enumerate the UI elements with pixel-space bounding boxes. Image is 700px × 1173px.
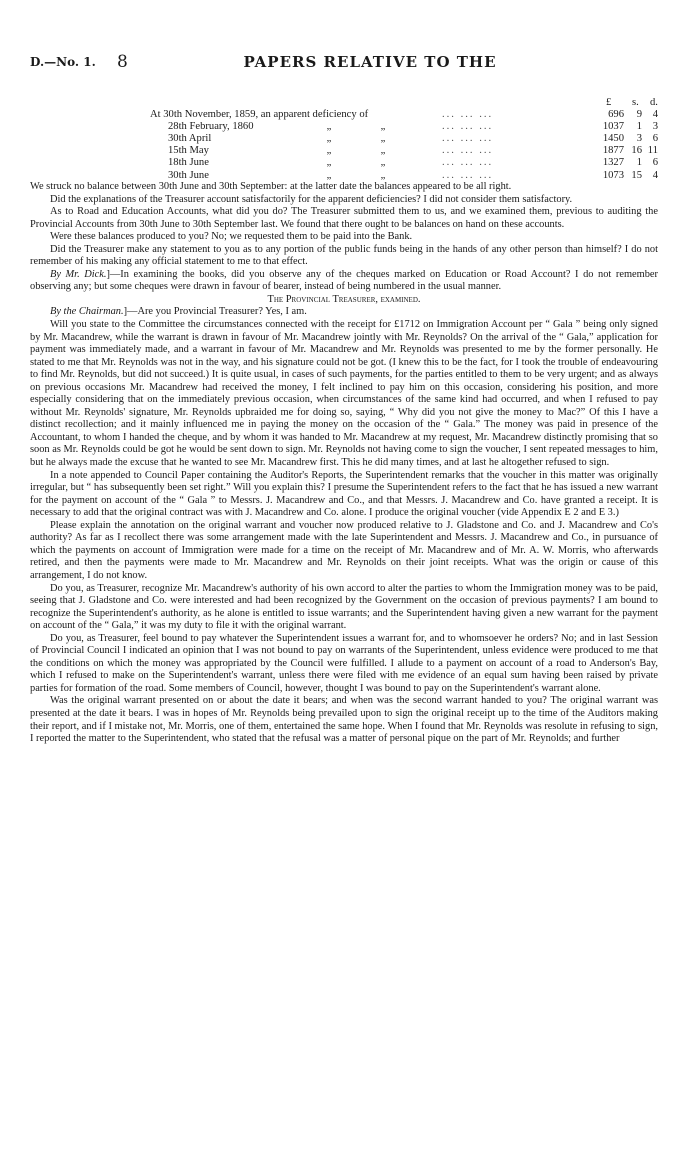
deficiency-row bbox=[150, 145, 660, 157]
paragraph-text: ]—In examining the books, did you observe any of the cheques marked on Education or Road Account? I do not remember observing any; but some cheques were drawn in favour of bearer, instead of being numbered in the usual manner. bbox=[30, 268, 658, 293]
ditto-mark: „ bbox=[380, 169, 386, 181]
speaker-lead: By Mr. Dick. bbox=[50, 268, 107, 280]
shillings-value: 15 bbox=[631, 169, 642, 181]
pence-value: 6 bbox=[652, 157, 658, 169]
body-text bbox=[30, 181, 658, 746]
leader-dots: ... ... ... bbox=[442, 109, 494, 120]
pence-value: 4 bbox=[652, 169, 658, 181]
paragraph-text: Was the original warrant presented on or about the date it bears; and when was the second warrant handed to you? The original warrant was presented at the date it bears. I was in hopes of Mr. Reynolds being prevailed upon to sign the original receipt up to the time of the Auditors making their report, and if I mistake not, Mr. Morris, one of them, entertained the same hope. When I found that Mr. Reynolds was resolute in refusing to sign, I reported the matter to the Superintendent, who stated that the refusal was a matter of personal pique on the part of Mr. Reynolds; and further bbox=[30, 695, 658, 745]
body-paragraph bbox=[30, 470, 658, 520]
deficiency-row bbox=[150, 157, 660, 169]
speaker-lead: By the Chairman. bbox=[50, 306, 124, 318]
body-paragraph bbox=[30, 520, 658, 583]
leader-dots: ... ... ... bbox=[442, 121, 494, 133]
paragraph-text: Were these balances produced to you? No; we requested them to be paid into the Bank. bbox=[50, 231, 413, 243]
deficiency-row bbox=[150, 133, 660, 145]
deficiency-row bbox=[150, 121, 660, 133]
page-number: 8 bbox=[117, 52, 128, 72]
ditto-mark: „ bbox=[380, 121, 386, 133]
pence-value: 4 bbox=[652, 109, 658, 120]
body-paragraph bbox=[30, 306, 658, 319]
body-paragraph bbox=[30, 269, 658, 294]
row-date-label: 30th April bbox=[168, 133, 212, 145]
pounds-value: 1450 bbox=[602, 133, 624, 145]
ditto-mark: „ bbox=[326, 169, 332, 181]
pounds-value: 1877 bbox=[602, 145, 624, 157]
ditto-mark: „ bbox=[380, 157, 386, 169]
pounds-value: 1073 bbox=[602, 169, 624, 181]
paragraph-text: Do you, as Treasurer, feel bound to pay whatever the Superintendent issues a warrant for, and to whomsoever he orders? No; and in last Session of Provincial Council I indicated an opinion that I was not bound to pay on warrants of the Superintendent, unless evidence were produced to me that the conditions on which the money was appropriated by the Council were fulfilled. I allude to a payment on account of a road to Anderson's Bay, which I refused to make on the Superintendent's warrant, unless there were filed with me evidence of an equal sum having been raised by private parties for formation of the road. Some members of Council, however, thought I was bound to pay on the Superintendent's warrant alone. bbox=[30, 632, 658, 694]
body-paragraph bbox=[30, 244, 658, 269]
shillings-value: 16 bbox=[631, 145, 642, 157]
pence-column-header: d. bbox=[650, 97, 658, 108]
body-paragraph bbox=[30, 583, 658, 633]
paragraph-text: As to Road and Education Accounts, what did you do? The Treasurer submitted them to us, and we examined them, previous to auditing the Provincial Accounts from 30th June to 30th September last. We found that there ought to be balances on hand on these accounts. bbox=[30, 206, 658, 230]
deficiency-row bbox=[150, 170, 660, 182]
pounds-value: 1327 bbox=[602, 157, 624, 169]
pence-value: 11 bbox=[647, 145, 658, 157]
deficiency-row bbox=[150, 109, 660, 121]
paragraph-text: Please explain the annotation on the original warrant and voucher now produced relative to J. Gladstone and Co. and J. Macandrew and Co's authority? As far as I recollect there was some arrangement made with the late Superintendent and Messrs. J. Macandrew and Co., in pursuance of which the payments on account of Immigration were made for a time on the receipt of Mr. Macandrew and of Mr. A. W. Morris, who afterwards retired, and then the payments were made to Mr. Macandrew and Mr. Reynolds on their joint receipts. What was the origin or cause of this arrangement, I do not know. bbox=[30, 519, 658, 581]
pence-value: 6 bbox=[652, 133, 658, 145]
page-title: PAPERS RELATIVE TO THE bbox=[243, 53, 497, 71]
shillings-value: 9 bbox=[636, 109, 642, 120]
paragraph-text: ]—Are you Provincial Treasurer? Yes, I am. bbox=[123, 306, 307, 318]
row-date-label: 15th May bbox=[168, 145, 209, 157]
pence-value: 3 bbox=[652, 121, 658, 133]
currency-header bbox=[590, 97, 660, 109]
ditto-mark: „ bbox=[380, 145, 386, 157]
document-label: D.—No. 1. bbox=[30, 55, 96, 69]
pounds-value: 696 bbox=[608, 109, 624, 120]
paragraph-text: Did the Treasurer make any statement to you as to any portion of the public funds being in the hands of any other person than himself? I do not remember of his making any official statement to me to that effect. bbox=[30, 243, 658, 268]
section-heading bbox=[30, 294, 658, 307]
shillings-column-header: s. bbox=[632, 97, 639, 108]
body-paragraph bbox=[30, 695, 658, 745]
shillings-value: 3 bbox=[636, 133, 642, 145]
body-paragraph bbox=[30, 181, 658, 194]
shillings-value: 1 bbox=[636, 121, 642, 133]
body-paragraph bbox=[30, 206, 658, 231]
ditto-mark: „ bbox=[326, 133, 332, 145]
body-paragraph bbox=[30, 231, 658, 244]
leader-dots: ... ... ... bbox=[442, 133, 494, 145]
ditto-mark: „ bbox=[326, 121, 332, 133]
pounds-value: 1037 bbox=[602, 121, 624, 133]
row-date-label: 28th February, 1860 bbox=[168, 121, 254, 133]
row-date-label: 18th June bbox=[168, 157, 209, 169]
pounds-column-header: £ bbox=[606, 97, 612, 108]
ditto-mark: „ bbox=[326, 157, 332, 169]
body-paragraph bbox=[30, 633, 658, 696]
paragraph-text: Will you state to the Committee the circumstances connected with the receipt for £1712 on Immigration Account per “ Gala ” being only signed by Mr. Macandrew, while the warrant is drawn in favour of Mr. Macandrew jointly with Mr. Reynolds? On the arrival of the “ Gala,” application for payment was immediately made, and a warrant in favour of Mr. Macandrew and Mr. Reynolds was presented to me by the former personally. He stated to me that Mr. Reynolds was not in the way, and his signature could not be got. (I knew this to be the fact, for I took the trouble of endeavouring to find Mr. Reynolds, but did not succeed.) It is quite usual, in cases of such payments, for the parties entitled to them to be very urgent; and as always on previous occasions Mr. Macandrew had received the money, I felt inclined to pay him on this occasion, considering his position, and more especially considering that on the immediately previous occasion, when circumstances of the same kind had occurred, and when I refused to pay without Mr. Reynolds' signature, Mr. Reynolds upbraided me for doing so, saying, “ Why did you not give the money to Mac?” Of this I have a distinct recollection; and it mainly influenced me in paying the money on the occasion of the “ Gala.” The money was paid in presence of the Accountant, to whom I handed the cheque, and by whom it was handed to Mr. Macandrew at my request, Mr. Macandrew distinctly promising that so soon as Mr. Reynolds could be got he would be sent down to sign. Mr. Reynolds not having come to sign the voucher, I sent repeated messages to him, but he always made the excuse that he wanted to see Mr. Macandrew first. This he did many times, and at last he altogether refused to sign. bbox=[30, 319, 658, 469]
shillings-value: 1 bbox=[636, 157, 642, 169]
row-date-label: At 30th November, 1859, an apparent deficiency of bbox=[150, 109, 369, 120]
paragraph-text: We struck no balance between 30th June and 30th September: at the latter date the balances appeared to be all right. bbox=[30, 181, 512, 192]
paragraph-text: In a note appended to Council Paper containing the Auditor's Reports, the Superintendent remarks that the voucher in this matter was originally irregular, but “ has subsequently been set right.” Will you explain this? I presume the Superintendent refers to the fact that he has issued a new warrant for the payment on account of the “ Gala ” to Messrs. J. Macandrew and Co., and that Messrs. J. Macandrew and Co. have granted a receipt. It is necessary to add that the original contract was with J. Macandrew and Co. alone. I produce the original voucher (vide Appendix E 2 and E 3.) bbox=[30, 469, 658, 519]
heading-text: The Provincial Treasurer, examined. bbox=[267, 293, 421, 305]
page-header bbox=[30, 52, 670, 75]
row-date-label: 30th June bbox=[168, 169, 209, 181]
ditto-mark: „ bbox=[380, 133, 386, 145]
paragraph-text: Did the explanations of the Treasurer account satisfactorily for the apparent deficiencies? I did not consider them satisfactory. bbox=[50, 193, 573, 205]
paragraph-text: Do you, as Treasurer, recognize Mr. Macandrew's authority of his own accord to alter the parties to whom the Immigration money was to be paid, seeing that J. Gladstone and Co. were interested and had been recognized by the Government on the occasion of previous payments? I am bound to recognize the Superintendent's authority, as he alone is entitled to issue warrants; and the Superintendent having given a new warrant for the payment on account of the “ Gala,” it was my duty to file it with the original warrant. bbox=[30, 582, 658, 632]
leader-dots: ... ... ... bbox=[442, 169, 494, 181]
leader-dots: ... ... ... bbox=[442, 157, 494, 169]
leader-dots: ... ... ... bbox=[442, 145, 494, 157]
ditto-mark: „ bbox=[326, 145, 332, 157]
body-paragraph bbox=[30, 194, 658, 207]
body-paragraph bbox=[30, 319, 658, 470]
